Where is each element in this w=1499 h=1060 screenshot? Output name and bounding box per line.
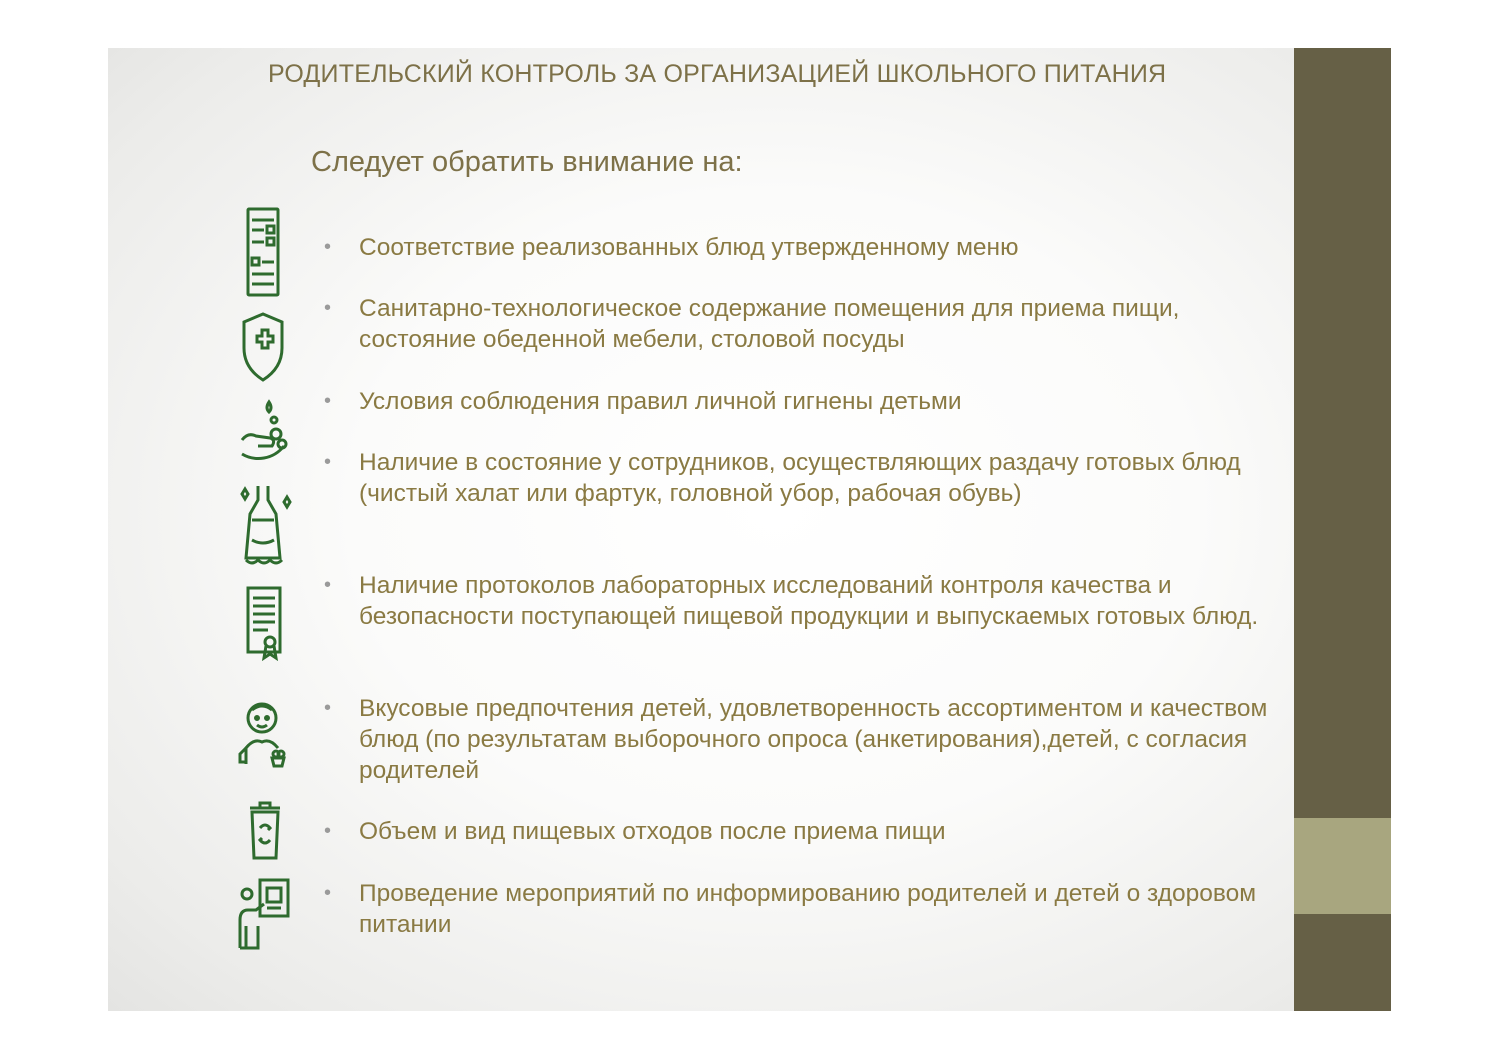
waste-bin-icon — [238, 798, 298, 864]
icon-column — [238, 202, 298, 972]
list-item-text: Вкусовые предпочтения детей, удовлетворенность ассортиментом и качеством блюд (по результатам выборочного опроса (анкетирования),детей, с согласия родителей — [359, 695, 1268, 784]
shield-cross-icon — [238, 310, 298, 385]
bullet-dot: • — [324, 820, 332, 842]
certificate-icon — [238, 584, 298, 666]
slide-subtitle: Следует обратить внимание на: — [311, 146, 743, 178]
slide-title: РОДИТЕЛЬСКИЙ КОНТРОЛЬ ЗА ОРГАНИЗАЦИЕЙ ШКОЛЬНОГО ПИТАНИЯ — [268, 60, 1167, 88]
hand-washing-icon — [238, 398, 298, 468]
bullet-dot: • — [324, 574, 332, 596]
bullet-dot: • — [324, 297, 332, 319]
bullet-dot: • — [324, 390, 332, 412]
apron-icon — [238, 480, 298, 568]
list-item-text: Условия соблюдения правил личной гигнены детьми — [359, 388, 962, 415]
list-item-text: Соответствие реализованных блюд утвержденному меню — [359, 234, 1019, 261]
bullet-dot: • — [324, 451, 332, 473]
list-item-text: Объем и вид пищевых отходов после приема пищи — [359, 818, 946, 845]
right-sidebar-accent — [1294, 818, 1391, 914]
bullet-dot: • — [324, 236, 332, 258]
bullet-dot: • — [324, 697, 332, 719]
child-survey-icon — [238, 698, 298, 774]
list-item-text: Проведение мероприятий по информированию родителей и детей о здоровом питании — [359, 880, 1257, 938]
presentation-icon — [238, 874, 298, 954]
menu-list-icon — [238, 206, 298, 298]
bullet-dot: • — [324, 882, 332, 904]
list-item-text: Наличие в состояние у сотрудников, осуществляющих раздачу готовых блюд (чистый халат или фартук, головной убор, рабочая обувь) — [359, 449, 1241, 507]
list-item-text: Наличие протоколов лабораторных исследований контроля качества и безопасности поступающей пищевой продукции и выпускаемых готовых блюд. — [359, 572, 1259, 630]
list-item-text: Санитарно-технологическое содержание помещения для приема пищи, состояние обеденной мебели, столовой посуды — [359, 295, 1180, 353]
slide — [108, 48, 1391, 1011]
